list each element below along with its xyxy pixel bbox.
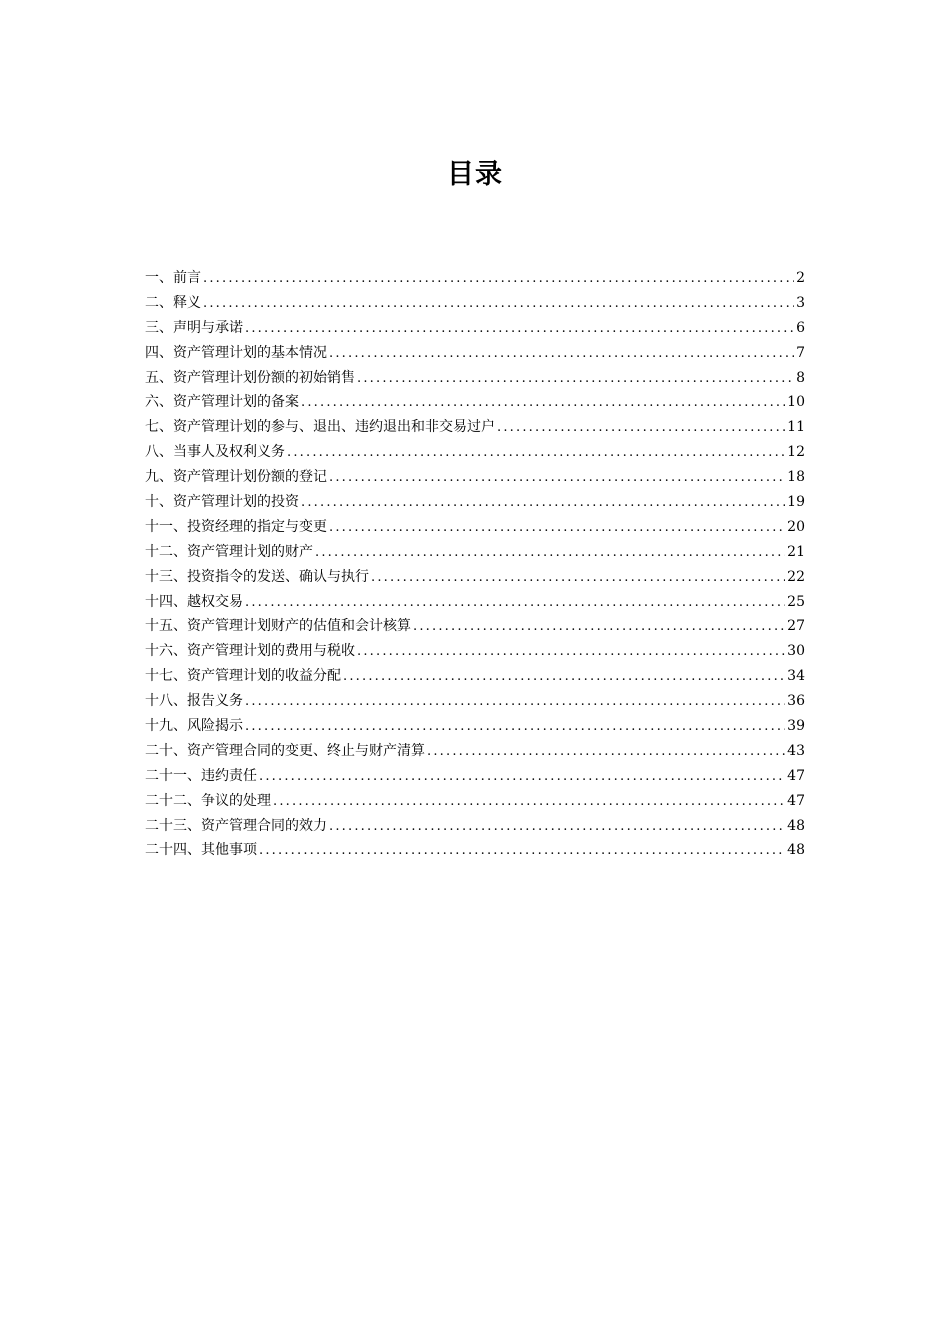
toc-entry-label: 四、资产管理计划的基本情况 <box>145 344 327 361</box>
toc-entry-page-number: 27 <box>787 618 805 635</box>
toc-entry[interactable] <box>145 465 805 490</box>
toc-dot-leader <box>343 665 785 690</box>
toc-dot-leader <box>315 541 785 566</box>
toc-entry-page-number: 48 <box>787 842 805 859</box>
toc-entry-label: 二十二、争议的处理 <box>145 792 271 809</box>
toc-dot-leader <box>357 367 794 392</box>
toc-entry-label: 十四、越权交易 <box>145 593 243 610</box>
toc-entry-page-number: 25 <box>787 593 805 610</box>
toc-entry-page-number: 8 <box>796 369 805 386</box>
toc-entry[interactable] <box>145 540 805 565</box>
toc-entry-label: 十八、报告义务 <box>145 693 243 710</box>
toc-entry-label: 九、资产管理计划份额的登记 <box>145 469 327 486</box>
toc-entry-page-number: 21 <box>787 543 805 560</box>
toc-dot-leader <box>329 516 785 541</box>
toc-entry-label: 十、资产管理计划的投资 <box>145 494 299 511</box>
toc-entry[interactable] <box>145 664 805 689</box>
toc-entry-page-number: 7 <box>796 344 805 361</box>
toc-entry[interactable] <box>145 614 805 639</box>
toc-dot-leader <box>245 317 794 342</box>
toc-entry-label: 一、前言 <box>145 270 201 286</box>
toc-entry[interactable] <box>145 341 805 366</box>
toc-dot-leader <box>371 566 785 591</box>
toc-entry-page-number: 39 <box>787 718 805 735</box>
toc-entry-label: 十六、资产管理计划的费用与税收 <box>145 643 355 660</box>
toc-entry-label: 八、当事人及权利义务 <box>145 444 285 461</box>
toc-dot-leader <box>203 292 794 317</box>
toc-entry-page-number: 10 <box>787 394 805 411</box>
toc-dot-leader <box>329 342 794 367</box>
toc-entry-label: 十三、投资指令的发送、确认与执行 <box>145 568 369 585</box>
toc-entry-page-number: 2 <box>796 270 805 286</box>
toc-dot-leader <box>259 839 785 864</box>
toc-entry-label: 五、资产管理计划份额的初始销售 <box>145 369 355 386</box>
toc-entry-page-number: 19 <box>787 494 805 511</box>
toc-entry-page-number: 34 <box>787 668 805 685</box>
toc-entry[interactable] <box>145 789 805 814</box>
toc-entry-page-number: 6 <box>796 319 805 336</box>
toc-dot-leader <box>329 815 785 840</box>
toc-entry[interactable] <box>145 814 805 839</box>
toc-entry-label: 十九、风险揭示 <box>145 718 243 735</box>
toc-entry-page-number: 47 <box>787 792 805 809</box>
toc-dot-leader <box>357 640 785 665</box>
toc-entry-page-number: 3 <box>796 294 805 311</box>
toc-entry-label: 七、资产管理计划的参与、退出、违约退出和非交易过户 <box>145 419 495 436</box>
page-title: 目录 <box>447 159 503 190</box>
toc-entry-label: 二十四、其他事项 <box>145 842 257 859</box>
toc-entry-page-number: 11 <box>787 419 805 436</box>
toc-entry[interactable] <box>145 764 805 789</box>
toc-dot-leader <box>301 391 785 416</box>
toc-dot-leader <box>497 416 785 441</box>
toc-entry[interactable] <box>145 838 805 863</box>
toc-entry-label: 十二、资产管理计划的财产 <box>145 543 313 560</box>
toc-entry-page-number: 20 <box>787 518 805 535</box>
toc-entry[interactable] <box>145 415 805 440</box>
table-of-contents <box>145 266 805 863</box>
toc-entry[interactable] <box>145 590 805 615</box>
toc-entry[interactable] <box>145 639 805 664</box>
toc-entry[interactable] <box>145 739 805 764</box>
toc-entry-label: 十一、投资经理的指定与变更 <box>145 518 327 535</box>
toc-entry-label: 二十一、违约责任 <box>145 767 257 784</box>
toc-entry-page-number: 43 <box>787 742 805 759</box>
toc-entry-page-number: 22 <box>787 568 805 585</box>
toc-entry[interactable] <box>145 316 805 341</box>
toc-entry-label: 十七、资产管理计划的收益分配 <box>145 668 341 685</box>
toc-dot-leader <box>259 765 785 790</box>
toc-entry-label: 六、资产管理计划的备案 <box>145 394 299 411</box>
toc-entry-page-number: 30 <box>787 643 805 660</box>
toc-entry[interactable] <box>145 291 805 316</box>
toc-entry[interactable] <box>145 266 805 291</box>
toc-dot-leader <box>287 441 785 466</box>
toc-entry-label: 三、声明与承诺 <box>145 319 243 336</box>
toc-entry[interactable] <box>145 515 805 540</box>
toc-entry-page-number: 47 <box>787 767 805 784</box>
toc-entry-page-number: 48 <box>787 817 805 834</box>
toc-dot-leader <box>301 491 785 516</box>
toc-entry-page-number: 18 <box>787 469 805 486</box>
toc-dot-leader <box>245 715 785 740</box>
toc-entry[interactable] <box>145 490 805 515</box>
toc-entry-label: 二十、资产管理合同的变更、终止与财产清算 <box>145 742 425 759</box>
toc-entry[interactable] <box>145 714 805 739</box>
toc-dot-leader <box>245 591 785 616</box>
toc-dot-leader <box>245 690 785 715</box>
toc-entry[interactable] <box>145 565 805 590</box>
toc-entry-page-number: 36 <box>787 693 805 710</box>
toc-entry-label: 二、释义 <box>145 294 201 311</box>
toc-entry[interactable] <box>145 440 805 465</box>
toc-dot-leader <box>413 615 785 640</box>
toc-dot-leader <box>273 790 785 815</box>
toc-dot-leader <box>329 466 785 491</box>
toc-entry[interactable] <box>145 390 805 415</box>
toc-entry-label: 十五、资产管理计划财产的估值和会计核算 <box>145 618 411 635</box>
toc-dot-leader <box>427 740 785 765</box>
toc-entry-page-number: 12 <box>787 444 805 461</box>
toc-entry[interactable] <box>145 689 805 714</box>
toc-dot-leader <box>203 267 794 292</box>
toc-entry-label: 二十三、资产管理合同的效力 <box>145 817 327 834</box>
toc-entry[interactable] <box>145 366 805 391</box>
